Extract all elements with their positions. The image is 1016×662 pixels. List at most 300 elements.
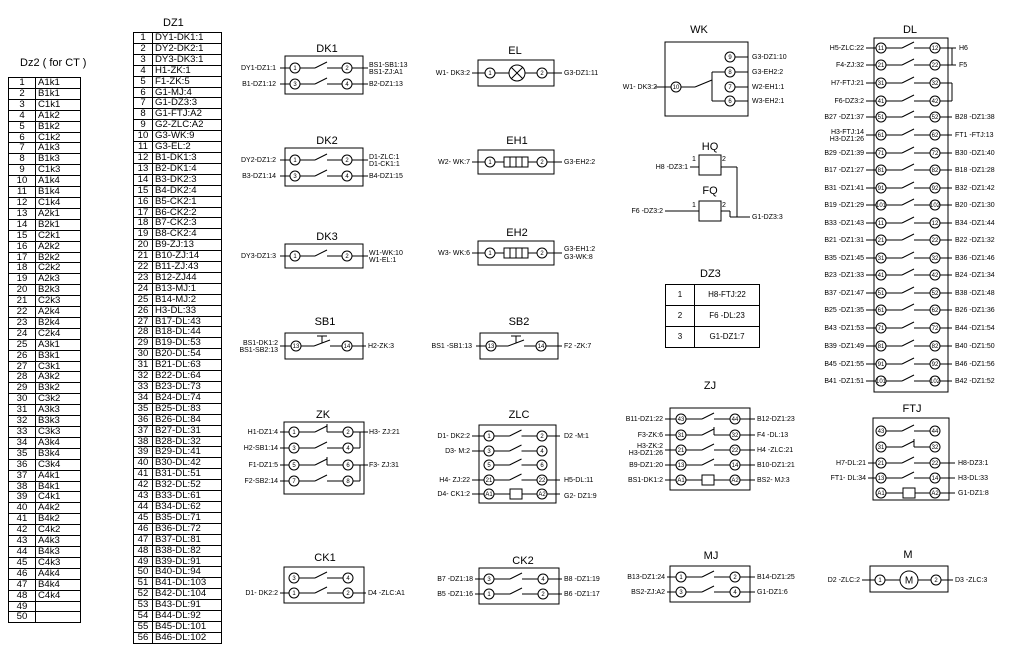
dz2-value-cell: B2k2 (36, 252, 81, 263)
dz2-number-cell: 40 (9, 503, 36, 514)
dz3-title: DZ3 (700, 268, 721, 280)
terminal-label: F1-DZ1:5 (248, 461, 278, 469)
switch-contact (902, 95, 914, 101)
dz2-value-cell: A2k3 (36, 274, 81, 285)
terminal-number: A2 (731, 478, 739, 485)
terminal-number: 71 (877, 151, 885, 158)
terminal-label: B34 -DZ1:44 (955, 219, 995, 227)
switch-contact (315, 459, 327, 465)
terminal-number: 101 (875, 203, 887, 210)
dz1-value-cell: B29-DL:41 (153, 447, 222, 458)
dz2-number-cell: 44 (9, 546, 36, 557)
terminal-label: B4-DZ1:15 (369, 172, 403, 180)
terminal-number: 81 (877, 168, 885, 175)
mj-title: MJ (703, 549, 719, 562)
terminal-number: 1 (293, 158, 297, 165)
dz2-value-cell: A4k4 (36, 568, 81, 579)
switch-contact (902, 111, 914, 117)
dz1-number-cell: 49 (134, 556, 153, 567)
dz1-number-cell: 21 (134, 251, 153, 262)
terminal-label: H3-DL:33 (958, 474, 988, 482)
sb1-title: SB1 (314, 315, 336, 328)
switch-contact (902, 164, 914, 170)
dz1-number-cell: 42 (134, 480, 153, 491)
dz2-number-cell: 27 (9, 361, 36, 372)
terminal-number: 1 (878, 578, 882, 585)
dz2-value-cell: C1k3 (36, 165, 81, 176)
switch-contact (902, 457, 914, 463)
wk-title: WK (690, 23, 708, 36)
terminal-label: B24 -DZ1:34 (955, 271, 995, 279)
dz2-number-cell: 46 (9, 568, 36, 579)
dz2-value-cell: C4k2 (36, 525, 81, 536)
switch-contact (902, 269, 914, 275)
dz2-number-cell: 6 (9, 132, 36, 143)
terminal-number: A2 (931, 491, 939, 498)
terminal-label: H2-SB1:14 (243, 444, 278, 452)
terminal-label: B13-DZ1:24 (627, 573, 665, 581)
terminal-label: B30 -DZ1:40 (955, 149, 995, 157)
terminal-label: B43 -DZ1:53 (824, 324, 864, 332)
terminal-number: 102 (929, 379, 941, 386)
terminal-number: 1 (293, 66, 297, 73)
terminal-label: B41 -DZ1:51 (824, 377, 864, 385)
dz2-value-cell: C3k4 (36, 459, 81, 470)
dz1-value-cell: B38-DL:82 (153, 545, 222, 556)
switch-contact (695, 80, 712, 87)
terminal-number: 42 (931, 99, 939, 106)
dz2-value-cell: C4k4 (36, 590, 81, 601)
dz3-value-cell: G1-DZ1:7 (695, 327, 760, 348)
terminal-label: B20 -DZ1:30 (955, 201, 995, 209)
terminal-number: 3 (292, 446, 296, 453)
terminal-label: B36 -DZ1:46 (955, 254, 995, 262)
dz2-value-cell: A4k3 (36, 536, 81, 547)
terminal-number: 3 (487, 577, 491, 584)
dz1-number-cell: 34 (134, 392, 153, 403)
terminal-label: BS1-SB1:13 (369, 61, 408, 69)
terminal-number: 2 (722, 201, 726, 209)
terminal-label: W1- DK3:2 (435, 69, 470, 77)
terminal-number: 6 (540, 463, 544, 470)
dz1-value-cell: B45-DL:101 (153, 621, 222, 632)
terminal-number: 44 (731, 417, 739, 424)
terminal-label: D4 -ZLC:A1 (368, 589, 405, 597)
terminal-label: H3-DZ1:26 (628, 449, 663, 457)
dz1-value-cell: H3-DL:33 (153, 305, 222, 316)
terminal-number: 1 (487, 592, 491, 599)
dz2-value-cell: A2k4 (36, 307, 81, 318)
dz1-value-cell: B24-DL:74 (153, 392, 222, 403)
terminal-number: 101 (875, 379, 887, 386)
terminal-label: D3- M:2 (445, 447, 470, 455)
terminal-number: 41 (877, 273, 885, 280)
terminal-number: 32 (931, 256, 939, 263)
terminal-label: F3-ZK:6 (637, 431, 663, 439)
dz1-value-cell: H1-ZK:1 (153, 65, 222, 76)
dz2-number-cell: 10 (9, 176, 36, 187)
terminal-number: 91 (877, 362, 885, 369)
dz2-number-cell: 41 (9, 514, 36, 525)
terminal-number: 1 (692, 155, 696, 163)
terminal-label: H4- ZJ:22 (439, 476, 470, 484)
terminal-label: D2 -M:1 (564, 432, 589, 440)
terminal-number: 13 (877, 476, 885, 483)
terminal-label: H8 -DZ3:1 (655, 163, 688, 171)
el-title: EL (508, 44, 522, 57)
dz1-number-cell: 17 (134, 207, 153, 218)
dz2-number-cell: 21 (9, 296, 36, 307)
terminal-number: 22 (931, 238, 939, 245)
switch-contact (902, 322, 914, 328)
dz2-value-cell: C3k1 (36, 361, 81, 372)
dz1-number-cell: 27 (134, 316, 153, 327)
terminal-label: B12-DZ1:23 (757, 415, 795, 423)
terminal-label: B3-DZ1:14 (242, 172, 276, 180)
terminal-number: 2 (733, 575, 737, 582)
terminal-number: 92 (931, 362, 939, 369)
dz1-value-cell: B27-DL:31 (153, 425, 222, 436)
dz1-value-cell: B1-DK1:3 (153, 152, 222, 163)
dz2-number-cell: 45 (9, 557, 36, 568)
dz1-number-cell: 56 (134, 632, 153, 643)
terminal-label: B19 -DZ1:29 (824, 201, 864, 209)
terminal-number: 4 (345, 174, 349, 181)
dz1-value-cell: G1-DZ3:3 (153, 98, 222, 109)
terminal-label: BS1-DK1:2 (627, 476, 663, 484)
terminal-number: 1 (679, 575, 683, 582)
terminal-number: 72 (931, 151, 939, 158)
terminal-label: B39 -DZ1:49 (824, 342, 864, 350)
dz1-number-cell: 44 (134, 501, 153, 512)
terminal-number: 102 (929, 203, 941, 210)
terminal-number: 2 (541, 592, 545, 599)
switch-contact (902, 375, 914, 381)
dz2-number-cell: 38 (9, 481, 36, 492)
dz2-number-cell: 32 (9, 416, 36, 427)
dz2-number-cell: 11 (9, 187, 36, 198)
dz2-number-cell: 9 (9, 165, 36, 176)
dz1-value-cell: G3-WK:9 (153, 131, 222, 142)
terminal-label: H1-DZ1:4 (247, 428, 278, 436)
dz2-number-cell: 14 (9, 219, 36, 230)
dz1-value-cell: DY2-DK2:1 (153, 43, 222, 54)
terminal-number: 1 (292, 591, 296, 598)
terminal-number: 6 (346, 463, 350, 470)
dz1-number-cell: 22 (134, 262, 153, 273)
terminal-number: 2 (345, 158, 349, 165)
dz2-number-cell: 48 (9, 590, 36, 601)
terminal-label: G3-DZ1:10 (752, 53, 787, 61)
terminal-label: BS1-SB2:13 (239, 346, 278, 354)
dz2-value-cell: C2k3 (36, 296, 81, 307)
terminal-label: D3 -ZLC:3 (955, 576, 988, 584)
terminal-number: 2 (934, 578, 938, 585)
terminal-number: 1 (488, 251, 492, 258)
terminal-number: 61 (877, 308, 885, 315)
dz1-value-cell: B5-CK2:1 (153, 196, 222, 207)
dz2-value-cell: A2k1 (36, 208, 81, 219)
switch-contact (510, 588, 522, 594)
dz1-number-cell: 35 (134, 403, 153, 414)
dz1-value-cell: DY1-DK1:1 (153, 33, 222, 44)
switch-contact (902, 77, 914, 83)
terminal-label: B17 -DZ1:27 (824, 166, 864, 174)
terminal-number: 7 (728, 85, 732, 92)
dz1-number-cell: 2 (134, 43, 153, 54)
terminal-label: G1-DZ1:8 (958, 489, 989, 497)
dz1-value-cell: F1-ZK:5 (153, 76, 222, 87)
dz2-number-cell: 30 (9, 394, 36, 405)
dk2-title: DK2 (316, 134, 338, 147)
dz2-number-cell: 16 (9, 241, 36, 252)
dz2-value-cell: A2k2 (36, 241, 81, 252)
terminal-number: 61 (877, 133, 885, 140)
terminal-number: 5 (487, 463, 491, 470)
dz1-number-cell: 12 (134, 152, 153, 163)
terminal-number: 82 (931, 168, 939, 175)
terminal-label: H5-DL:11 (564, 476, 594, 484)
terminal-number: 9 (728, 55, 732, 62)
terminal-label: W2- WK:7 (438, 158, 470, 166)
dz1-number-cell: 15 (134, 185, 153, 196)
dz1-value-cell: G1-FTJ:A2 (153, 109, 222, 120)
dz2-value-cell: C4k3 (36, 557, 81, 568)
dz2-number-cell: 39 (9, 492, 36, 503)
dz1-title: DZ1 (163, 17, 184, 29)
dz2-number-cell: 4 (9, 110, 36, 121)
terminal-number: 2 (346, 591, 350, 598)
dz1-number-cell: 43 (134, 491, 153, 502)
dz1-number-cell: 47 (134, 534, 153, 545)
wk-box (665, 42, 748, 116)
dz1-value-cell: B40-DL:94 (153, 567, 222, 578)
dz1-number-cell: 16 (134, 196, 153, 207)
dz2-value-cell: B4k2 (36, 514, 81, 525)
terminal-number: 22 (931, 63, 939, 70)
dz1-value-cell: B4-DK2:4 (153, 185, 222, 196)
dz2-number-cell: 17 (9, 252, 36, 263)
switch-contact (315, 572, 327, 578)
dz2-number-cell: 42 (9, 525, 36, 536)
switch-contact (510, 573, 522, 579)
dz1-number-cell: 23 (134, 272, 153, 283)
dz1-number-cell: 13 (134, 163, 153, 174)
dz1-value-cell: B20-DL:54 (153, 349, 222, 360)
switch-contact (315, 250, 327, 256)
terminal-label: G3-EH1:2 (564, 245, 596, 253)
terminal-number: 4 (346, 446, 350, 453)
dz1-number-cell: 33 (134, 382, 153, 393)
dz1-value-cell: B12-ZJ44 (153, 272, 222, 283)
terminal-number: 4 (346, 576, 350, 583)
dz2-value-cell: B3k1 (36, 350, 81, 361)
terminal-number: 13 (677, 463, 685, 470)
terminal-number: 12 (931, 46, 939, 53)
dz1-number-cell: 40 (134, 458, 153, 469)
terminal-label: F2 -ZK:7 (564, 342, 592, 350)
dz1-value-cell: DY3-DK3:1 (153, 54, 222, 65)
terminal-label: D4- CK1:2 (437, 490, 470, 498)
terminal-number: 81 (877, 344, 885, 351)
terminal-number: 72 (931, 326, 939, 333)
switch-contact (902, 358, 914, 364)
terminal-label: G1-DZ3:3 (752, 213, 783, 221)
m-title: M (903, 548, 913, 561)
dz2-value-cell: C4k1 (36, 492, 81, 503)
terminal-label: H3- ZJ:21 (369, 428, 400, 436)
terminal-number: 21 (485, 478, 493, 485)
terminal-number: 14 (343, 344, 351, 351)
dz1-value-cell: B30-DL:42 (153, 458, 222, 469)
dz1-number-cell: 10 (134, 131, 153, 142)
terminal-label: FT1 -FTJ:13 (955, 131, 994, 139)
eh1-title: EH1 (506, 134, 528, 147)
terminal-number: 31 (877, 256, 885, 263)
terminal-number: 14 (731, 463, 739, 470)
terminal-label: B21 -DZ1:31 (824, 236, 864, 244)
dz2-number-cell: 33 (9, 427, 36, 438)
terminal-label: D1-CK1:1 (369, 160, 400, 168)
dz2-value-cell: A1k3 (36, 143, 81, 154)
dz1-number-cell: 19 (134, 229, 153, 240)
switch-contact (902, 147, 914, 153)
terminal-label: B5 -DZ1:16 (437, 590, 473, 598)
terminal-number: 5 (292, 463, 296, 470)
dz1-number-cell: 28 (134, 327, 153, 338)
terminal-number: 43 (677, 417, 685, 424)
terminal-number: 3 (679, 590, 683, 597)
dz2-number-cell: 8 (9, 154, 36, 165)
dz2-value-cell: C1k1 (36, 99, 81, 110)
fq-coil (699, 201, 721, 221)
dz2-number-cell: 3 (9, 99, 36, 110)
dz2-number-cell: 34 (9, 437, 36, 448)
eh2-title: EH2 (506, 226, 528, 239)
terminal-number: 22 (931, 461, 939, 468)
terminal-label: B14-DZ1:25 (757, 573, 795, 581)
dz2-value-cell: B1k3 (36, 154, 81, 165)
terminal-label: W1-WK:10 (369, 249, 403, 257)
terminal-label: BS1-ZJ:A1 (369, 68, 403, 76)
terminal-label: H3-FTJ:14 (830, 128, 864, 136)
terminal-label: B26 -DZ1:36 (955, 306, 995, 314)
terminal-number: 4 (541, 577, 545, 584)
dz2-number-cell: 2 (9, 88, 36, 99)
terminal-label: D1- DK2:2 (437, 432, 470, 440)
terminal-label: F6 -DZ3:2 (631, 207, 663, 215)
ftj-title: FTJ (902, 402, 922, 415)
switch-contact (902, 252, 914, 258)
terminal-label: G3-DZ1:11 (564, 69, 599, 77)
dz1-value-cell: B22-DL:64 (153, 371, 222, 382)
dz1-number-cell: 54 (134, 611, 153, 622)
switch-contact (902, 234, 914, 240)
dz2-number-cell: 50 (9, 612, 36, 623)
dz1-number-cell: 48 (134, 545, 153, 556)
terminal-label: B28 -DZ1:38 (955, 113, 995, 121)
terminal-number: 52 (931, 291, 939, 298)
switch-contact (702, 429, 714, 435)
dz1-number-cell: 30 (134, 349, 153, 360)
dz2-number-cell: 43 (9, 536, 36, 547)
dz1-value-cell: B19-DL:53 (153, 338, 222, 349)
dz1-value-cell: B36-DL:72 (153, 523, 222, 534)
terminal-label: B10-DZ1:21 (757, 461, 795, 469)
terminal-label: DY1-DZ1:1 (240, 64, 276, 72)
switch-contact (902, 199, 914, 205)
terminal-number: 2 (540, 251, 544, 258)
dz2-value-cell: B4k1 (36, 481, 81, 492)
terminal-label: B38 -DZ1:48 (955, 289, 995, 297)
dz1-value-cell: B9-ZJ:13 (153, 240, 222, 251)
dz2-number-cell: 35 (9, 448, 36, 459)
dz1-value-cell: B3-DK2:3 (153, 174, 222, 185)
dz1-value-cell: B11-ZJ:43 (153, 262, 222, 273)
dz1-number-cell: 41 (134, 469, 153, 480)
dz1-value-cell: B33-DL:61 (153, 491, 222, 502)
terminal-number: 43 (877, 429, 885, 436)
dz1-number-cell: 1 (134, 33, 153, 44)
dz2-value-cell: B2k4 (36, 317, 81, 328)
terminal-number: 31 (877, 445, 885, 452)
switch-contact (902, 287, 914, 293)
terminal-number: 6 (728, 99, 732, 106)
dz1-value-cell: B32-DL:52 (153, 480, 222, 491)
dz2-number-cell: 49 (9, 601, 36, 612)
dz2-value-cell: B1k4 (36, 187, 81, 198)
terminal-label: F6-DZ3:2 (834, 97, 864, 105)
switch-contact (315, 62, 327, 68)
terminal-label: F2-SB2:14 (244, 477, 278, 485)
terminal-number: 22 (538, 478, 546, 485)
dz2-number-cell: 31 (9, 405, 36, 416)
terminal-number: 4 (540, 449, 544, 456)
terminal-number: 41 (877, 99, 885, 106)
terminal-label: FT1- DL:34 (830, 474, 866, 482)
terminal-label: DY3-DZ1:3 (240, 252, 276, 260)
terminal-label: B11-DZ1:22 (625, 415, 663, 423)
switch-contact (702, 571, 714, 577)
dz2-value-cell: B4k3 (36, 546, 81, 557)
dz1-value-cell: B10-ZJ:14 (153, 251, 222, 262)
dz2-value-cell: B2k1 (36, 219, 81, 230)
dz1-number-cell: 29 (134, 338, 153, 349)
terminal-number: 2 (346, 430, 350, 437)
dz1-value-cell: B26-DL:84 (153, 414, 222, 425)
terminal-label: BS2-ZJ:A2 (631, 588, 665, 596)
dz2-value-cell: C3k3 (36, 427, 81, 438)
switch-contact (510, 474, 522, 480)
zlc-title: ZLC (508, 408, 530, 421)
dz1-number-cell: 45 (134, 512, 153, 523)
dz2-number-cell: 25 (9, 339, 36, 350)
terminal-label: BS1-DK1:2 (242, 339, 278, 347)
switch-contact (702, 586, 714, 592)
dz1-number-cell: 46 (134, 523, 153, 534)
dz2-number-cell: 24 (9, 328, 36, 339)
dz1-number-cell: 24 (134, 283, 153, 294)
dz1-value-cell: B18-DL:44 (153, 327, 222, 338)
switch-contact (702, 413, 714, 419)
dk1-title: DK1 (316, 42, 338, 55)
switch-contact (315, 78, 327, 84)
terminal-label: B31 -DZ1:41 (824, 184, 864, 192)
dz2-number-cell: 37 (9, 470, 36, 481)
relay-coil (903, 488, 915, 498)
dz2-value-cell: A1k4 (36, 176, 81, 187)
switch-contact (315, 426, 327, 432)
